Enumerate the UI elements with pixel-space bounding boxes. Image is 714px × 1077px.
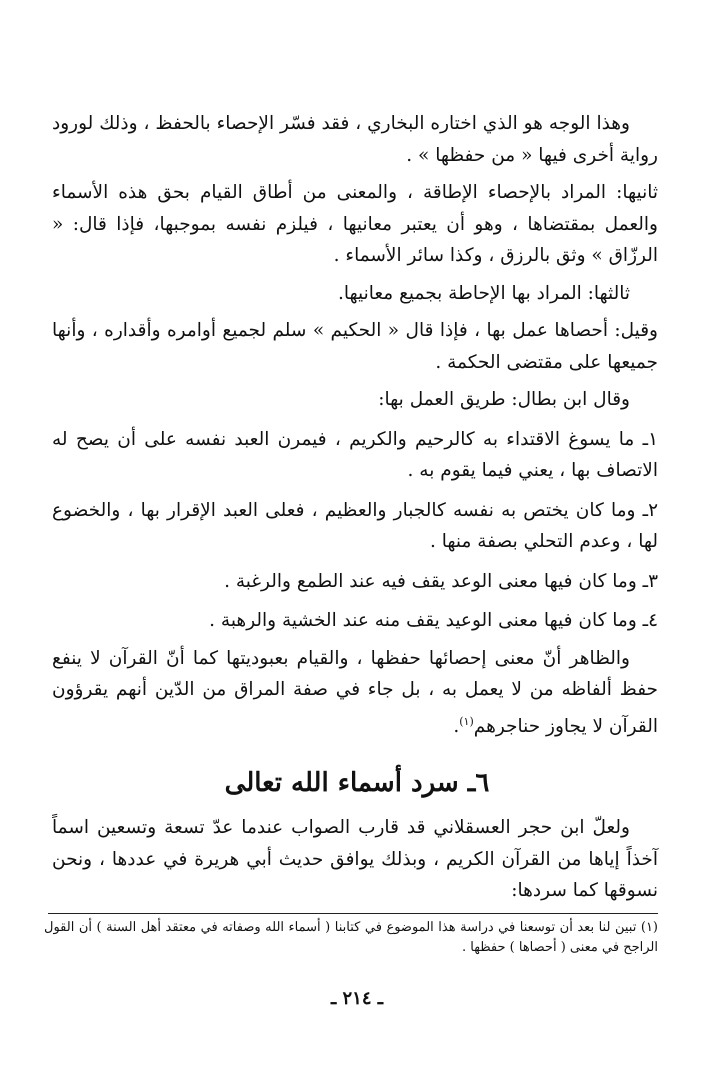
main-text — [52, 108, 658, 742]
paragraph — [52, 643, 658, 743]
list-item: ٤ـ وما كان فيها معنى الوعيد يقف منه عند الخشية والرهبة . — [209, 610, 658, 631]
paragraph: وقيل: أحصاها عمل بها ، فإذا قال « الحكيم » سلم لجميع أوامره وأقداره ، وأنها جميعها على مقتضى الحكمة . — [52, 320, 658, 373]
paragraph: ثانيها: المراد بالإحصاء الإطاقة ، والمعنى من أطاق القيام بحق هذه الأسماء والعمل بمقتضاها ، وهو أن يعتبر معانيها ، فيلزم نفسه بموجبها، فإذا قال: « الرزّاق » وثق بالرزق ، وكذا سائر الأسماء . — [52, 182, 658, 266]
section-text — [52, 812, 658, 907]
paragraph-end: . — [453, 715, 460, 737]
footnote-ref: (١) — [459, 714, 474, 728]
footnote-divider — [48, 913, 658, 914]
paragraph: وهذا الوجه هو الذي اختاره البخاري ، فقد فسّر الإحصاء بالحفظ ، وذلك لورود رواية أخرى فيها « من حفظها » . — [52, 113, 658, 166]
section-title: ٦ـ سرد أسماء الله تعالى — [224, 768, 490, 798]
list-item: ١ـ ما يسوغ الاقتداء به كالرحيم والكريم ، فيمرن العبد نفسه على أن يصح له الاتصاف بها ، يعني فيما يقوم به . — [52, 428, 658, 481]
paragraph: ولعلّ ابن حجر العسقلاني قد قارب الصواب عندما عدّ تسعة وتسعين اسماً آخذاً إياها من القرآن الكريم ، وبذلك يوافق حديث أبي هريرة في عددها ، ونحن نسوقها كما سردها: — [52, 817, 658, 901]
list-item: ٣ـ وما كان فيها معنى الوعد يقف فيه عند الطمع والرغبة . — [224, 570, 658, 592]
page-number: ـ ٢١٤ ـ — [330, 988, 384, 1009]
paragraph: وقال ابن بطال: طريق العمل بها: — [378, 389, 630, 410]
paragraph: ثالثها: المراد بها الإحاطة بجميع معانيها. — [337, 282, 630, 304]
paragraph-text: والظاهر أنّ معنى إحصائها حفظها ، والقيام بعبوديتها كما أنّ القرآن لا ينفع حفظ ألفاظه من لا يعمل به ، بل جاء في صفة المراق من الدّين أنهم يقرؤون القرآن لا يجاوز حناجرهم — [52, 647, 658, 737]
list-item: ٢ـ وما كان يختص به نفسه كالجبار والعظيم ، فعلى العبد الإقرار بها ، والخضوع لها ، وعدم التحلي بصفة منها . — [52, 499, 658, 552]
footnote: (١) تبين لنا بعد أن توسعنا في دراسة هذا الموضوع في كتابنا ( أسماء الله وصفاته في معتقد أهل السنة ) أن القول الراجح في معنى ( أحصاها ) حفظها . — [44, 920, 658, 955]
